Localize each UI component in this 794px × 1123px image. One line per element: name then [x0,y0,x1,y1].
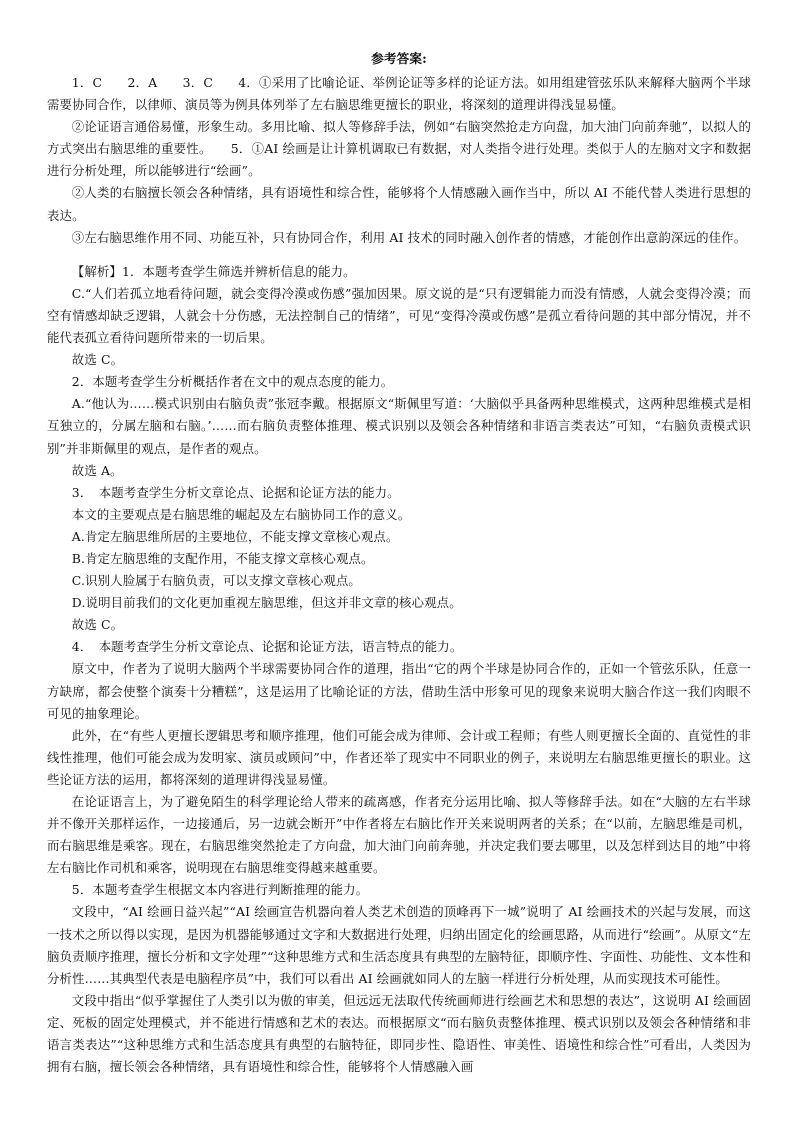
analysis-paragraph-2: A.“他认为……模式识别由右脑负责”张冠李戴。根据原文“斯佩里写道：‘大脑似乎具备两种思维模式，这两种思维模式是相互独立的，分属左脑和右脑。’……而右脑负责整体推理、模式识别以及领会各种情绪和非语言类表达”可知，“右脑负责模式识别”并非斯佩里的观点，是作者的观点。 [47,396,751,456]
page-title: 参考答案: [371,51,427,66]
analysis-paragraph-4c: 在论证语言上，为了避免陌生的科学理论给人带来的疏离感，作者充分运用比喻、拟人等修辞手法。如在“大脑的左右半球并不像开关那样运作，一边接通后，另一边就会断开”中作者将左右脑比作开关来说明两者的关系；在“以前，左脑思维是司机，而右脑思维是乘客。现在，右脑思维突然抢走了方向盘，加大油门向前奔驰，并决定我们要去哪里，以及怎样到达目的地”中将左右脑比作司机和乘客，说明现在右脑思维变得越来越重要。 [47,794,751,876]
analysis-option-a: A.肯定左脑思维所居的主要地位，不能支撑文章核心观点。 [71,528,399,544]
answer-paragraph-1: 1．C 2．A 3．C 4．①采用了比喻论证、举例论证等多样的论证方法。如用组建管弦乐队来解释大脑两个半球需要协同合作，以律师、演员等为例具体列举了左右脑思维更擅长的职业，将深刻的道理讲得浅显易懂。 [47,75,751,113]
analysis-main-view: 本文的主要观点是右脑思维的崛起及左右脑协同工作的意义。 [71,506,411,522]
analysis-paragraph-5b: 文段中指出“似乎掌握住了人类引以为傲的审美，但远远无法取代传统画师进行绘画艺术和思想的表达”，这说明 AI 绘画固定、死板的固定处理模式，并不能进行情感和艺术的表达。而根据原文“而右脑负责整体推理、模式识别以及领会各种情绪和非语言类表达”“这种思维方式和生活态度具有典型的右脑特征，即同步性、隐语性、审美性、语境性和综合性”可看出，人类因为拥有右脑，擅长领会各种情绪，具有语境性和综合性，能够将个人情感融入画 [47,992,751,1075]
analysis-question-5: 5．本题考查学生根据文本内容进行判断推理的能力。 [71,882,369,898]
answer-paragraph-2: ②论证语言通俗易懂，形象生动。多用比喻、拟人等修辞手法，例如“右脑突然抢走方向盘，加大油门向前奔驰”，以拟人的方式突出右脑思维的重要性。 5．①AI 绘画是让计算机调取已有数据，对人类指令进行处理。类似于人的左脑对文字和数据进行分析处理，所以能够进行“绘画”。 [47,119,751,179]
analysis-option-c: C.识别人脸属于右脑负责，可以支撑文章核心观点。 [71,573,361,589]
answer-page [47,50,751,1078]
analysis-question-2: 2．本题考查学生分析概括作者在文中的观点态度的能力。 [71,374,394,390]
analysis-option-b: B.肯定左脑思维的支配作用，不能支撑文章核心观点。 [71,550,374,566]
section-spacer [47,249,751,261]
analysis-question-4: 4． 本题考查学生分析文章论点、论据和论证方法，语言特点的能力。 [71,639,463,655]
analysis-option-d: D.说明目前我们的文化更加重视左脑思维，但这并非文章的核心观点。 [71,595,462,611]
analysis-paragraph-4b: 此外，在“有些人更擅长逻辑思考和顺序推理，他们可能会成为律师、会计或工程师；有些人则更擅长全面的、直觉性的非线性推理，他们可能会成为发明家、演员或顾问”中，作者还举了现实中不同职业的例子，来说明左右脑思维更擅长的职业。这些论证方法的运用，都将深刻的道理讲得浅显易懂。 [47,727,751,787]
answer-paragraph-3: ②人类的右脑擅长领会各种情绪，具有语境性和综合性，能够将个人情感融入画作当中，所以 AI 不能代替人类进行思想的表达。 [47,185,751,223]
analysis-paragraph-5a: 文段中，“AI 绘画日益兴起”“AI 绘画宣告机器向着人类艺术创造的顶峰再下一城”说明了 AI 绘画技术的兴起与发展，而这一技术之所以得以实现，是因为机器能够通过文字和大数据进行处理，归纳出固定化的绘画思路，从而进行“绘画”。从原文“左脑负责顺序推理，擅长分析和文字处理”“这种思维方式和生活态度具有典型的左脑特征，即顺序性、字面性、功能性、文本性和分析性……其典型代表是电脑程序员”中，我们可以看出 AI 绘画就如同人的左脑一样进行分析处理，从而实现技术可能性。 [47,904,751,986]
analysis-choice-2: 故选 A。 [71,462,123,478]
analysis-question-3: 3． 本题考查学生分析文章论点、论据和论证方法的能力。 [71,484,400,500]
analysis-heading: 【解析】1．本题考查学生筛选并辨析信息的能力。 [71,263,356,279]
analysis-choice-1: 故选 C。 [71,352,124,368]
analysis-choice-3: 故选 C。 [71,617,124,633]
analysis-paragraph-4a: 原文中，作者为了说明大脑两个半球需要协同合作的道理，指出“它的两个半球是协同合作的，正如一个管弦乐队，任意一方缺席，都会使整个演奏十分糟糕”，这是运用了比喻论证的方法，借助生活中形象可见的现象来说明大脑合作这一我们肉眼不可见的抽象理论。 [47,661,751,721]
analysis-paragraph-1: C.“人们若孤立地看待问题，就会变得冷漠或伤感”强加因果。原文说的是“只有逻辑能力而没有情感，人就会变得冷漠；而空有情感却缺乏逻辑，人就会十分伤感，无法控制自己的情绪”，可见“变得冷漠或伤感”是孤立看待问题的其中部分情况，并不能代表孤立看待问题所带来的一切后果。 [47,285,751,346]
answer-paragraph-4: ③左右脑思维作用不同、功能互补，只有协同合作，利用 AI 技术的同时融入创作者的情感，才能创作出意韵深远的佳作。 [71,229,747,245]
